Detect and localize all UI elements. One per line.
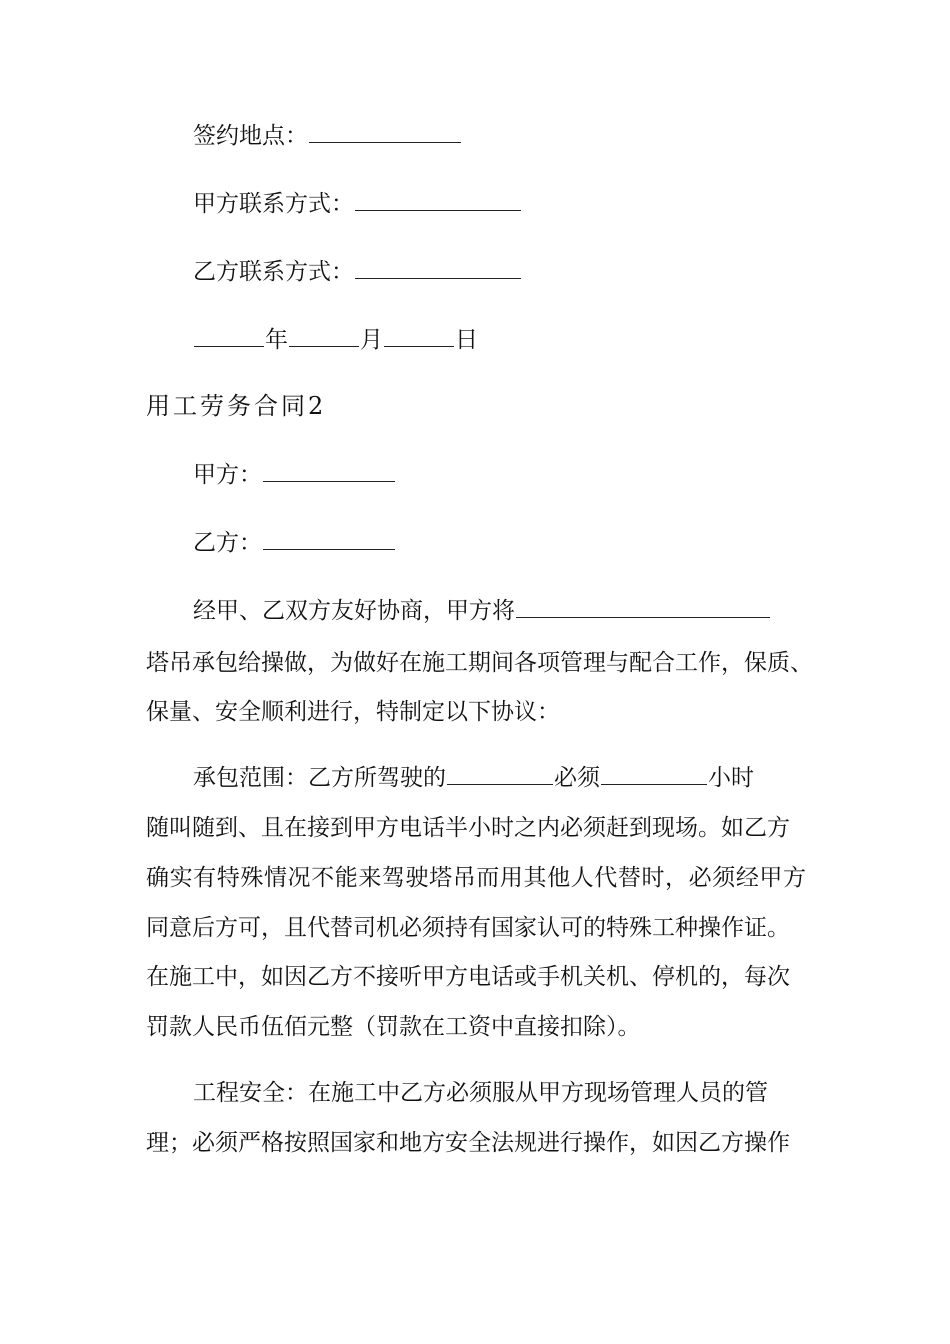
party-a-label: 甲方： bbox=[193, 462, 262, 488]
scope-text-1b: 必须 bbox=[554, 765, 600, 791]
party-a-line bbox=[193, 460, 396, 490]
scope-blank-2 bbox=[601, 764, 707, 785]
scope-text-1c: 小时 bbox=[708, 765, 754, 791]
sign-place-blank bbox=[309, 122, 461, 143]
safety-line-1: 工程安全：在施工中乙方必须服从甲方现场管理人员的管 bbox=[193, 1080, 768, 1106]
party-b-contact-blank bbox=[355, 258, 521, 279]
day-blank bbox=[384, 326, 454, 347]
scope-line-4: 同意后方可，且代替司机必须持有国家认可的特殊工种操作证。 bbox=[146, 915, 790, 941]
intro-line-3: 保量、安全顺利进行，特制定以下协议： bbox=[146, 699, 560, 725]
intro-blank bbox=[516, 597, 770, 618]
scope-line-3: 确实有特殊情况不能来驾驶塔吊而用其他人代替时，必须经甲方 bbox=[146, 865, 806, 891]
month-blank bbox=[289, 326, 359, 347]
scope-line-1 bbox=[193, 763, 754, 793]
sign-place-label: 签约地点： bbox=[193, 123, 308, 149]
year-blank bbox=[194, 326, 264, 347]
year-label: 年 bbox=[265, 327, 288, 353]
safety-line-2: 理；必须严格按照国家和地方安全法规进行操作，如因乙方操作 bbox=[146, 1130, 790, 1156]
party-a-contact-line bbox=[193, 189, 522, 219]
day-label: 日 bbox=[455, 327, 478, 353]
scope-line-5: 在施工中，如因乙方不接听甲方电话或手机关机、停机的，每次 bbox=[146, 964, 790, 990]
section-heading: 用工劳务合同2 bbox=[146, 392, 327, 420]
scope-line-2: 随叫随到、且在接到甲方电话半小时之内必须赶到现场。如乙方 bbox=[146, 815, 790, 841]
party-b-label: 乙方： bbox=[193, 530, 262, 556]
party-b-blank bbox=[263, 529, 395, 550]
scope-text-1a: 承包范围：乙方所驾驶的 bbox=[193, 765, 446, 791]
scope-blank-1 bbox=[447, 764, 553, 785]
party-b-contact-line bbox=[193, 257, 522, 287]
intro-line-2: 塔吊承包给操做，为做好在施工期间各项管理与配合工作，保质、 bbox=[146, 650, 813, 676]
sign-place-line bbox=[193, 121, 462, 151]
party-a-contact-blank bbox=[355, 190, 521, 211]
scope-line-6: 罚款人民币伍佰元整（罚款在工资中直接扣除）。 bbox=[146, 1014, 641, 1040]
month-label: 月 bbox=[360, 327, 383, 353]
party-b-line bbox=[193, 528, 396, 558]
party-a-contact-label: 甲方联系方式： bbox=[193, 191, 354, 217]
intro-line-1 bbox=[193, 596, 771, 626]
date-line bbox=[193, 325, 478, 355]
party-b-contact-label: 乙方联系方式： bbox=[193, 259, 354, 285]
intro-text-1: 经甲、乙双方友好协商，甲方将 bbox=[193, 598, 515, 624]
party-a-blank bbox=[263, 461, 395, 482]
